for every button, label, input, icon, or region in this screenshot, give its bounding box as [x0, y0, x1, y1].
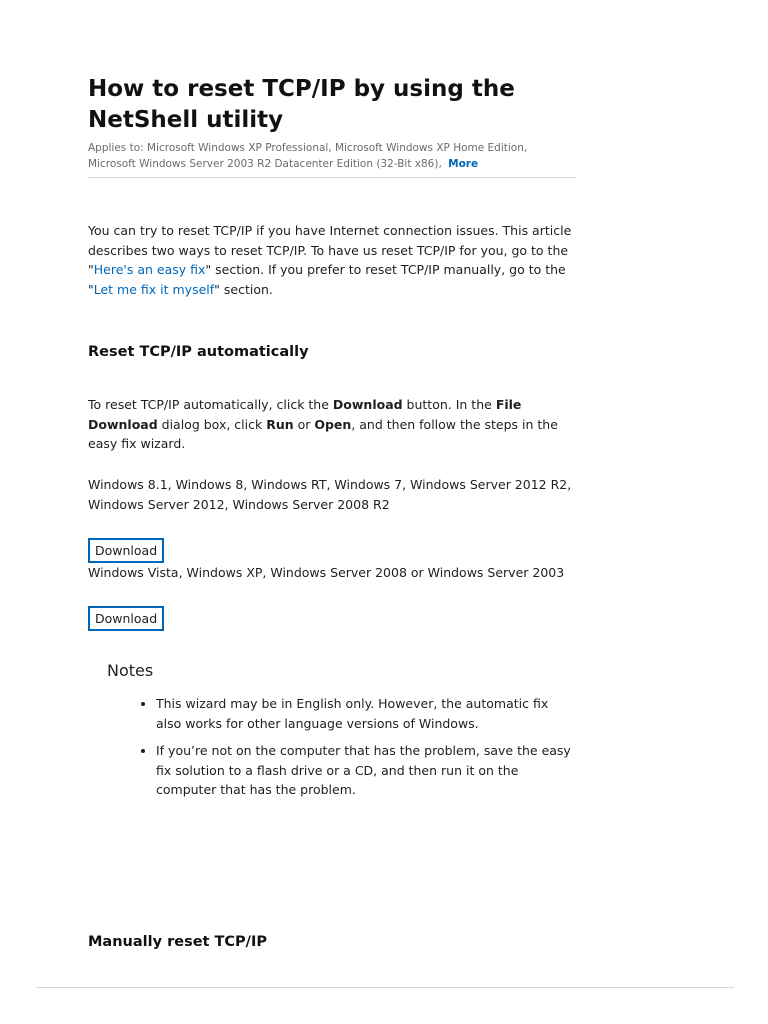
footer-divider [36, 987, 734, 988]
intro-text-1: You can try to reset TCP/IP if you have Internet connection issues. This article describes two ways to reset TCP/IP. To have us reset TCP/IP for you, go to the " [88, 223, 572, 277]
list-item: • This wizard may be in English only. However, the automatic fix also works for other language versions of Windows. [156, 694, 576, 733]
instr-text: dialog box, click [157, 416, 267, 432]
instr-download-bold: Download [332, 397, 403, 412]
applies-to [88, 140, 578, 172]
section-heading-automatic: Reset TCP/IP automatically [88, 344, 309, 360]
instr-run-bold: Run [266, 416, 294, 432]
fix-it-myself-link[interactable]: Let me fix it myself [93, 281, 215, 297]
page-title: How to reset TCP/IP by using the NetShell utility [88, 76, 515, 133]
intro-paragraph [88, 221, 578, 299]
instr-open-bold: Open [314, 416, 352, 432]
intro-text-3: " section. [214, 281, 273, 297]
notes-heading: Notes [107, 661, 154, 680]
instr-text: To reset TCP/IP automatically, click the [88, 397, 333, 412]
instr-file-download-bold: File Download [88, 397, 522, 432]
auto-instructions [88, 395, 578, 454]
intro-text-2: " section. If you prefer to reset TCP/IP manually, go to the " [88, 262, 566, 297]
os-list-modern: Windows 8.1, Windows 8, Windows RT, Windows 7, Windows Server 2012 R2, Windows Server 2012, Windows Server 2008 R2 [88, 477, 572, 512]
more-link[interactable]: More [448, 158, 479, 170]
instr-text: or [293, 416, 315, 432]
section-heading-manual: Manually reset TCP/IP [88, 934, 267, 950]
list-item: • If you’re not on the computer that has the problem, save the easy fix solution to a flash drive or a CD, and then run it on the computer that has the problem. [156, 741, 576, 800]
header-divider [88, 177, 576, 178]
notes-list [138, 694, 576, 808]
os-list-legacy: Windows Vista, Windows XP, Windows Server 2008 or Windows Server 2003 [88, 565, 565, 580]
instr-text: button. In the [402, 397, 496, 412]
download-button-modern[interactable]: Download [88, 538, 164, 563]
applies-to-text: Applies to: Microsoft Windows XP Professional, Microsoft Windows XP Home Edition, Microsoft Windows Server 2003 R2 Datacenter Edition (32-Bit x86), [88, 142, 528, 170]
download-button-legacy[interactable]: Download [88, 606, 164, 631]
easy-fix-link[interactable]: Here's an easy fix [93, 262, 206, 277]
instr-text: , and then follow the steps in the easy fix wizard. [88, 416, 558, 451]
